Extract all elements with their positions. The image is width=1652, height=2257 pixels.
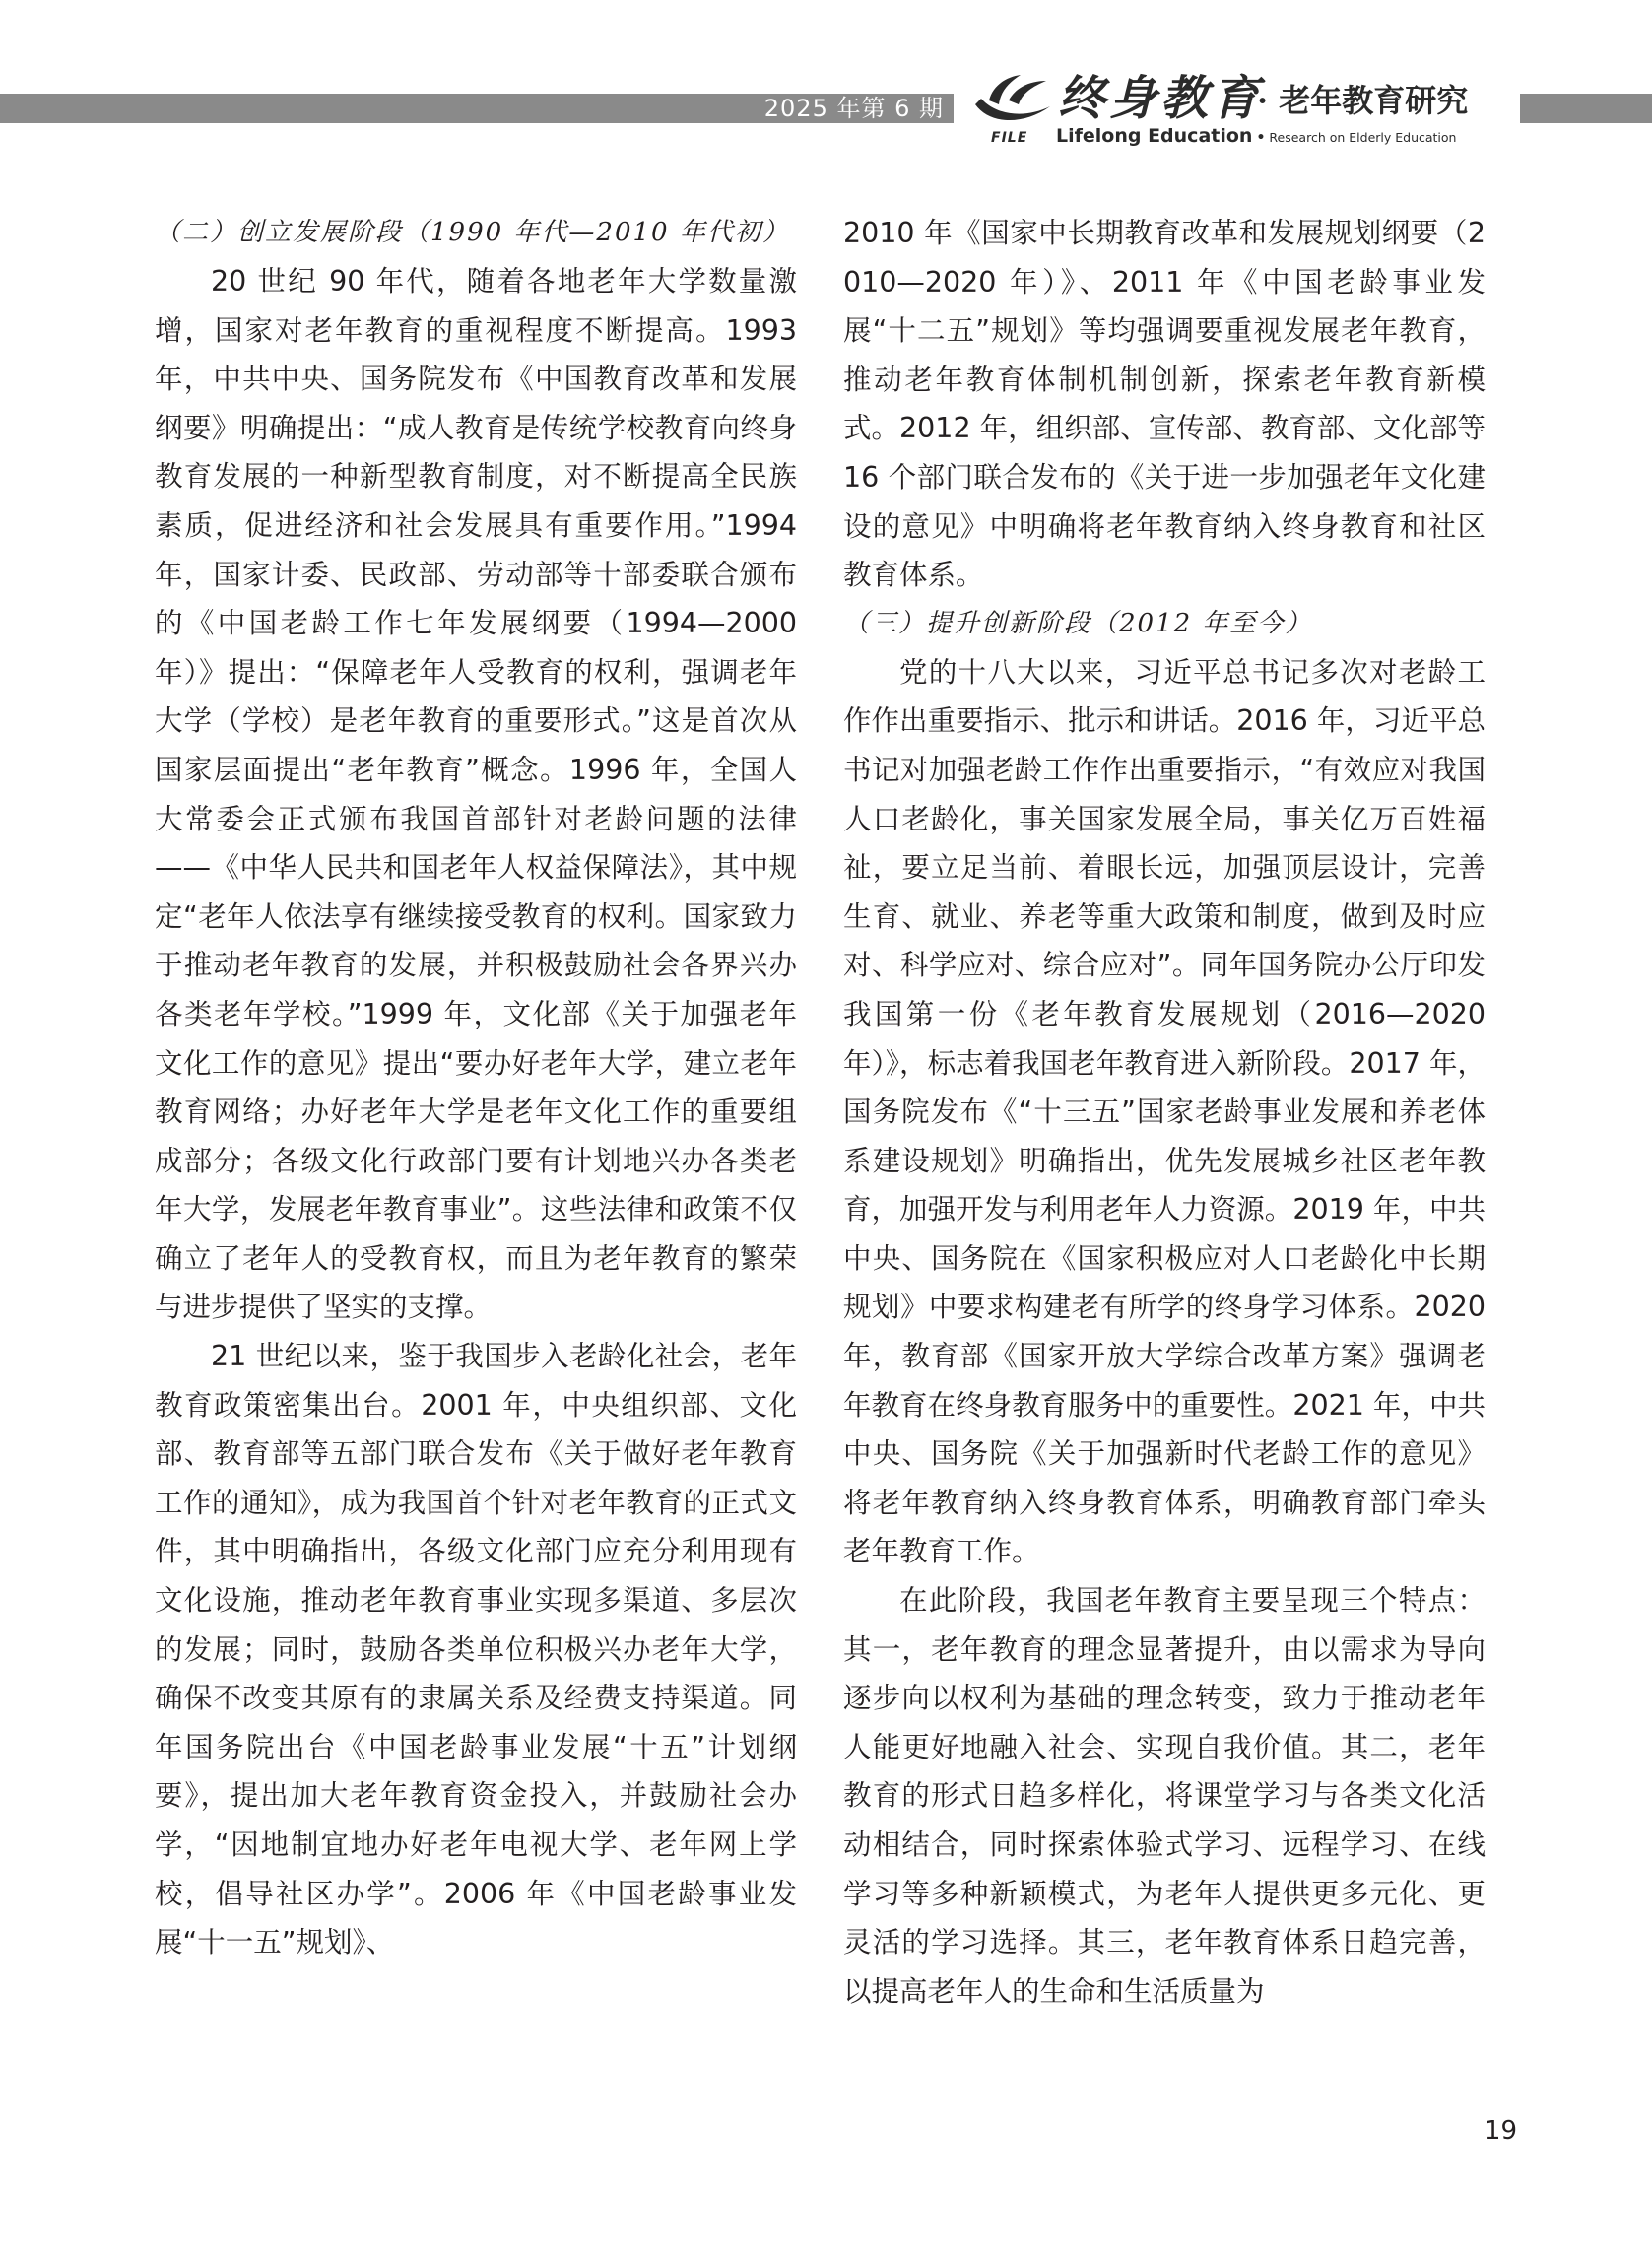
paragraph: 21 世纪以来，鉴于我国步入老龄化社会，老年教育政策密集出台。2001 年，中央组织部、文化部、教育部等五部门联合发布《关于做好老年教育工作的通知》，成为我国首个针对老年教育的正式文件，其中明确指出，各级文化部门应充分利用现有文化设施，推动老年教育事业实现多渠道、多层次的发展；同时，鼓励各类单位积极兴办老年大学，确保不改变其原有的隶属关系及经费支持渠道。同年国务院出台《中国老龄事业发展“十五”计划纲要》，提出加大老年教育资金投入，并鼓励社会办学，“因地制宜地办好老年电视大学、老年网上学校，倡导社区办学”。2006 年《中国老龄事业发展“十一五”规划》、 [155,1340,797,1959]
logo-separator-dot: • [1256,130,1266,146]
logo-file-text: FILE [991,130,1028,146]
logo-chinese-title: 终身教育 [1058,71,1264,126]
paragraph-continuation: 2010 年《国家中长期教育改革和发展规划纲要（2010—2020 年）》、2011 年《中国老龄事业发展“十二五”规划》等均强调要重视发展老年教育，推动老年教育体制机制创新，探索老年教育新模式。2012 年，组织部、宣传部、教育部、文化部等 16 个部门联合发布的《关于进一步加强老年文化建设的意见》中明确将老年教育纳入终身教育和社区教育体系。 [843,217,1486,592]
header-bar-right [1520,94,1652,123]
section-heading-3: （三）提升创新阶段（2012 年至今） [843,608,1313,638]
logo-english-subtitle: Research on Elderly Education [1269,130,1457,145]
logo-subtitle: · 老年教育研究 [1257,82,1469,119]
issue-label: 2025 年第 6 期 [763,95,944,122]
paragraph: 党的十八大以来，习近平总书记多次对老龄工作作出重要指示、批示和讲话。2016 年，习近平总书记对加强老龄工作作出重要指示，“有效应对我国人口老龄化，事关国家发展全局，事关亿万百姓福祉，要立足当前、着眼长远，加强顶层设计，完善生育、就业、养老等重大政策和制度，做到及时应对、科学应对、综合应对”。同年国务院办公厅印发我国第一份《老年教育发展规划（2016—2020 年）》，标志着我国老年教育进入新阶段。2017 年，国务院发布《“十三五”国家老龄事业发展和养老体系建设规划》明确指出，优先发展城乡社区老年教育，加强开发与利用老年人力资源。2019 年，中共中央、国务院在《国家积极应对人口老龄化中长期规划》中要求构建老有所学的终身学习体系。2020 年，教育部《国家开放大学综合改革方案》强调老年教育在终身教育服务中的重要性。2021 年，中共中央、国务院《关于加强新时代老龄工作的意见》将老年教育纳入终身教育体系，明确教育部门牵头老年教育工作。 [843,655,1486,1568]
header-bar-left [0,94,954,123]
journal-logo [971,69,1519,148]
right-column [843,209,1486,2016]
paragraph: 20 世纪 90 年代，随着各地老年大学数量激增，国家对老年教育的重视程度不断提高。1993 年，中共中央、国务院发布《中国教育改革和发展纲要》明确提出：“成人教育是传统学校教育向终身教育发展的一种新型教育制度，对不断提高全民族素质，促进经济和社会发展具有重要作用。”1994 年，国家计委、民政部、劳动部等十部委联合颁布的《中国老龄工作七年发展纲要（1994—2000 年）》提出：“保障老年人受教育的权利，强调老年大学（学校）是老年教育的重要形式。”这是首次从国家层面提出“老年教育”概念。1996 年，全国人大常委会正式颁布我国首部针对老龄问题的法律——《中华人民共和国老年人权益保障法》，其中规定“老年人依法享有继续接受教育的权利。国家致力于推动老年教育的发展，并积极鼓励社会各界兴办各类老年学校。”1999 年，文化部《关于加强老年文化工作的意见》提出“要办好老年大学，建立老年教育网络；办好老年大学是老年文化工作的重要组成部分；各级文化行政部门要有计划地兴办各类老年大学，发展老年教育事业”。这些法律和政策不仅确立了老年人的受教育权，而且为老年教育的繁荣与进步提供了坚实的支撑。 [155,265,797,1324]
page-number: 19 [1484,2116,1517,2146]
paragraph: 在此阶段，我国老年教育主要呈现三个特点：其一，老年教育的理念显著提升，由以需求为导向逐步向以权利为基础的理念转变，致力于推动老年人能更好地融入社会、实现自我价值。其二，老年教育的形式日趋多样化，将课堂学习与各类文化活动相结合，同时探索体验式学习、远程学习、在线学习等多种新颖模式，为老年人提供更多元化、更灵活的学习选择。其三，老年教育体系日趋完善，以提高老年人的生命和生活质量为 [843,1584,1486,2008]
left-column [155,209,797,1967]
logo-english-title: Lifelong Education [1056,125,1253,147]
wave-logo-icon [971,71,1056,130]
section-heading-2: （二）创立发展阶段（1990 年代—2010 年代初） [155,218,790,247]
logo-english-line [1056,124,1456,150]
